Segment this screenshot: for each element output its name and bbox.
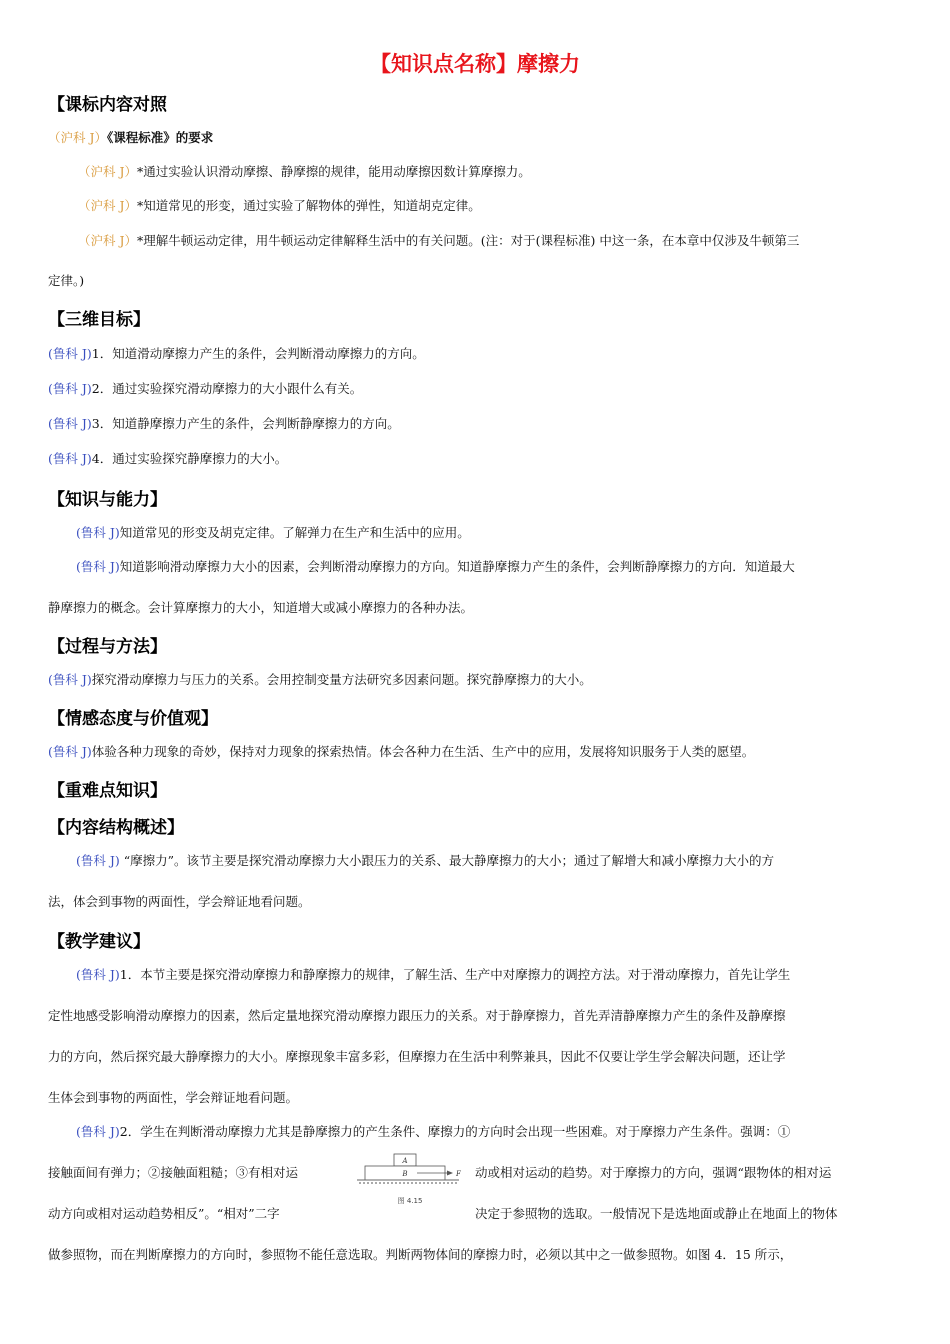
zhishi-text-1: 知道常见的形变及胡克定律。了解弹力在生产和生活中的应用。 bbox=[119, 525, 470, 540]
kebiao-intro-line bbox=[48, 128, 213, 146]
kebiao-intro: 《课程标准》的要求 bbox=[107, 130, 214, 145]
source-tag-lk: (鲁科 J) bbox=[48, 451, 92, 466]
neirong-text-1: “摩擦力”。该节主要是探究滑动摩擦力大小跟压力的关系、最大静摩擦力的大小；通过了解增大和减小摩擦力大小的方 bbox=[123, 853, 775, 868]
sanwei-text-3: 3．知道静摩擦力产生的条件，会判断静摩擦力的方向。 bbox=[91, 416, 400, 431]
jianyi-text-2a: 2．学生在判断滑动摩擦力尤其是静摩擦力的产生条件、摩擦力的方向时会出现一些困难。对于摩擦力产生条件。强调：① bbox=[119, 1124, 791, 1139]
qinggan-text-1: 体验各种力现象的奇妙，保持对力现象的探索热情。体会各种力在生活、生产中的应用，发展将知识服务于人类的愿望。 bbox=[91, 744, 755, 759]
jianyi-line-1c: 力的方向，然后探究最大静摩擦力的大小。摩擦现象丰富多彩，但摩擦力在生活中利弊兼具，因此不仅要让学生学会解决问题，还让学 bbox=[48, 1049, 786, 1064]
force-label: F bbox=[456, 1170, 461, 1178]
sanwei-line-4 bbox=[48, 449, 287, 467]
jianyi-line-2b-left: 接触面间有弹力；②接触面粗糙；③有相对运 bbox=[48, 1165, 299, 1180]
source-tag-lk: (鲁科 J) bbox=[76, 853, 124, 868]
zhishi-text-2a: 知道影响滑动摩擦力大小的因素，会判断滑动摩擦力的方向。知道静摩擦力产生的条件，会判断静摩擦力的方向．知道最大 bbox=[119, 559, 795, 574]
zhishi-line-1 bbox=[76, 523, 470, 541]
kebiao-line-3 bbox=[78, 231, 799, 249]
source-tag-lk: (鲁科 J) bbox=[48, 381, 92, 396]
jianyi-line-1d: 生体会到事物的两面性，学会辩证地看问题。 bbox=[48, 1090, 299, 1105]
source-tag-lk: (鲁科 J) bbox=[48, 346, 92, 361]
block-diagram bbox=[355, 1153, 465, 1213]
jianyi-line-2d: 做参照物，而在判断摩擦力的方向时，参照物不能任意选取。判断两物体间的摩擦力时，必须以其中之一做参照物。如图 4．15 所示， bbox=[48, 1247, 793, 1262]
zhishi-line-2b: 静摩擦力的概念。会计算摩擦力的大小，知道增大或减小摩擦力的各种办法。 bbox=[48, 600, 474, 615]
sanwei-text-4: 4．通过实验探究静摩擦力的大小。 bbox=[91, 451, 288, 466]
sanwei-line-3 bbox=[48, 414, 400, 432]
heading-jianyi: 【教学建议】 bbox=[48, 932, 150, 952]
sanwei-line-2 bbox=[48, 379, 362, 397]
zhishi-line-2 bbox=[76, 557, 795, 575]
sanwei-text-2: 2．通过实验探究滑动摩擦力的大小跟什么有关。 bbox=[91, 381, 363, 396]
heading-sanwei: 【三维目标】 bbox=[48, 310, 150, 330]
sanwei-line-1 bbox=[48, 344, 425, 362]
jianyi-line-2c-right: 决定于参照物的选取。一般情况下是选地面或静止在地面上的物体 bbox=[475, 1206, 838, 1221]
guocheng-text-1: 探究滑动摩擦力与压力的关系。会用控制变量方法研究多因素问题。探究静摩擦力的大小。 bbox=[91, 672, 592, 687]
source-tag-lk: (鲁科 J) bbox=[76, 559, 120, 574]
sanwei-text-1: 1．知道滑动摩擦力产生的条件，会判断滑动摩擦力的方向。 bbox=[91, 346, 425, 361]
source-tag-hk: （沪科 J） bbox=[78, 233, 137, 248]
qinggan-line-1 bbox=[48, 742, 754, 760]
jianyi-line-2b-right: 动或相对运动的趋势。对于摩擦力的方向，强调“跟物体的相对运 bbox=[475, 1165, 832, 1180]
heading-qinggan: 【情感态度与价值观】 bbox=[48, 709, 218, 729]
source-tag-lk: (鲁科 J) bbox=[48, 416, 92, 431]
heading-zhishi: 【知识与能力】 bbox=[48, 490, 167, 510]
source-tag-lk: (鲁科 J) bbox=[76, 1124, 120, 1139]
jianyi-text-1a: 1．本节主要是探究滑动摩擦力和静摩擦力的规律，了解生活、生产中对摩擦力的调控方法。对于滑动摩擦力，首先让学生 bbox=[119, 967, 791, 982]
heading-kebiao: 【课标内容对照 bbox=[48, 95, 167, 115]
kebiao-text-2: *知道常见的形变，通过实验了解物体的弹性，知道胡克定律。 bbox=[137, 198, 481, 213]
heading-guocheng: 【过程与方法】 bbox=[48, 637, 167, 657]
guocheng-line-1 bbox=[48, 670, 592, 688]
source-tag-lk: (鲁科 J) bbox=[48, 744, 92, 759]
neirong-line-2: 法，体会到事物的两面性，学会辩证地看问题。 bbox=[48, 894, 311, 909]
block-a-label: A bbox=[402, 1157, 408, 1165]
jianyi-line-1a bbox=[76, 965, 790, 983]
kebiao-line-2 bbox=[78, 196, 481, 214]
source-tag-hk: （沪科 J） bbox=[78, 198, 137, 213]
block-b-label: B bbox=[402, 1170, 408, 1178]
figure-caption: 图 4.15 bbox=[397, 1197, 423, 1205]
source-tag-lk: (鲁科 J) bbox=[48, 672, 92, 687]
jianyi-line-2c-left: 动方向或相对运动趋势相反”。“相对”二字 bbox=[48, 1206, 280, 1221]
source-tag-lk: (鲁科 J) bbox=[76, 525, 120, 540]
heading-neirong: 【内容结构概述】 bbox=[48, 818, 184, 838]
source-tag-hk: （沪科 J） bbox=[78, 164, 137, 179]
kebiao-text-1: *通过实验认识滑动摩擦、静摩擦的规律，能用动摩擦因数计算摩擦力。 bbox=[137, 164, 531, 179]
figure-4-15 bbox=[355, 1153, 465, 1213]
source-tag-hk: （沪科 J） bbox=[48, 130, 107, 145]
kebiao-line-3b: 定律。) bbox=[48, 273, 85, 288]
jianyi-line-1b: 定性地感受影响滑动摩擦力的因素，然后定量地探究滑动摩擦力跟压力的关系。对于静摩擦力，首先弄清静摩擦力产生的条件及静摩擦 bbox=[48, 1008, 786, 1023]
jianyi-line-2a bbox=[76, 1122, 790, 1140]
force-arrow-head bbox=[447, 1171, 453, 1176]
source-tag-lk: (鲁科 J) bbox=[76, 967, 120, 982]
neirong-line-1 bbox=[76, 851, 774, 869]
page-title: 【知识点名称】摩擦力 bbox=[370, 52, 580, 76]
heading-zhongnan: 【重难点知识】 bbox=[48, 781, 167, 801]
kebiao-line-1 bbox=[78, 162, 531, 180]
kebiao-text-3a: *理解牛顿运动定律，用牛顿运动定律解释生活中的有关问题。(注：对于(课程标准) 中这一条，在本章中仅涉及牛顿第三 bbox=[137, 233, 800, 248]
